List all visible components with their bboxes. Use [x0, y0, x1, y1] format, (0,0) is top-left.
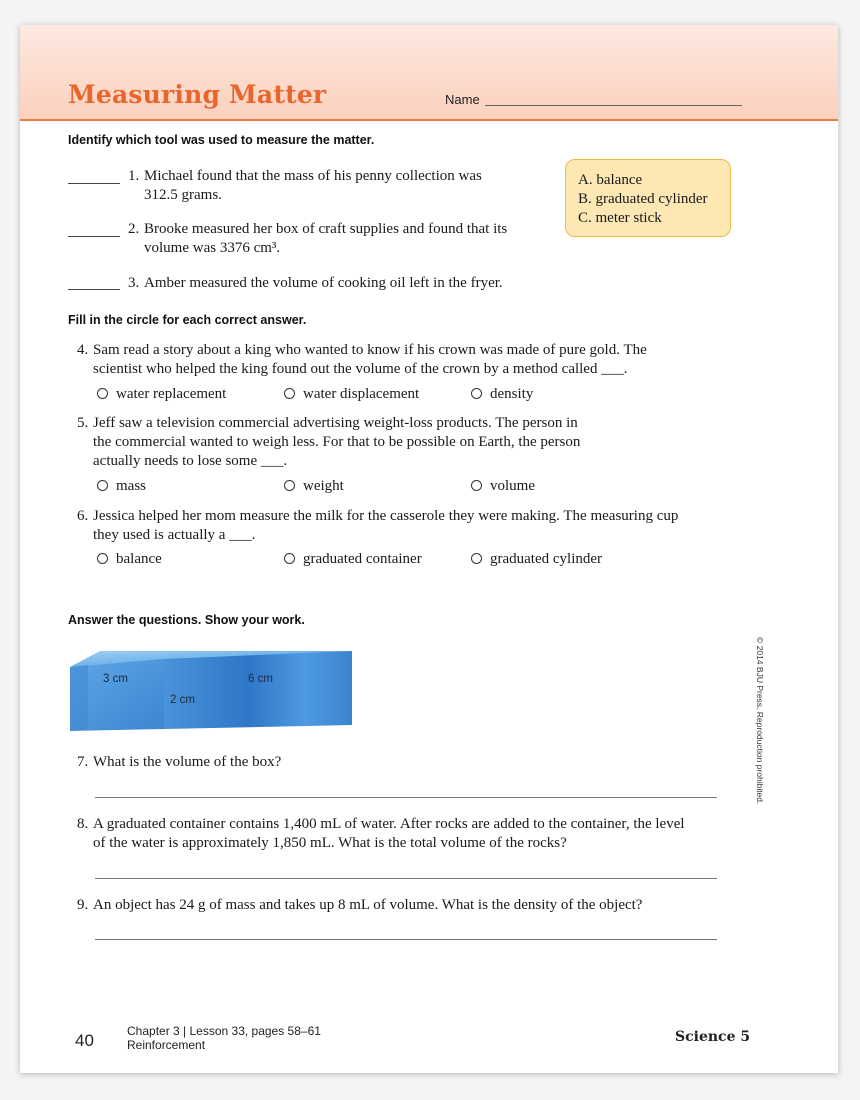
worksheet-page [20, 25, 838, 1073]
option-6a[interactable] [97, 550, 162, 568]
question-1 [128, 167, 482, 205]
question-text-line: scientist who helped the king found out the volume of the crown by a method called ___. [93, 361, 628, 377]
page-title: Measuring Matter [68, 80, 327, 109]
question-text-line: An object has 24 g of mass and takes up 8 mL of volume. What is the density of the object? [93, 897, 643, 913]
answer-line-8[interactable] [95, 878, 717, 879]
section1-instruction: Identify which tool was used to measure the matter. [68, 133, 375, 147]
box-height-label: 2 cm [170, 694, 195, 706]
radio-circle-icon[interactable] [471, 553, 482, 564]
radio-circle-icon[interactable] [97, 388, 108, 399]
header-band [20, 25, 838, 121]
section3-instruction: Answer the questions. Show your work. [68, 613, 305, 627]
question-number: 2. [128, 221, 140, 237]
option-label: density [490, 386, 534, 402]
rectangular-box-illustration [68, 649, 358, 733]
question-number: 4. [77, 342, 89, 358]
option-label: graduated cylinder [490, 551, 603, 567]
question-6 [77, 507, 678, 545]
radio-circle-icon[interactable] [97, 480, 108, 491]
copyright-notice: © 2014 BJU Press. Reproduction prohibited. [755, 637, 765, 805]
page-number: 40 [75, 1031, 94, 1050]
radio-circle-icon[interactable] [284, 553, 295, 564]
question-5 [77, 414, 580, 471]
question-number: 6. [77, 508, 89, 524]
choice-item: A. balance [578, 172, 643, 188]
question-number: 7. [77, 754, 89, 770]
question-number: 8. [77, 816, 89, 832]
footer-chapter [127, 1024, 321, 1052]
question-2 [128, 220, 507, 258]
question-text-line: What is the volume of the box? [93, 754, 282, 770]
option-label: weight [303, 478, 344, 494]
question-7 [77, 753, 281, 772]
question-text-line: Sam read a story about a king who wanted to know if his crown was made of pure gold. The [93, 342, 647, 358]
question-text-line: of the water is approximately 1,850 mL. What is the total volume of the rocks? [93, 835, 567, 851]
footer-type-line: Reinforcement [127, 1038, 206, 1052]
option-4b[interactable] [284, 385, 419, 403]
question-text-line: the commercial wanted to weigh less. For that to be possible on Earth, the person [93, 434, 581, 450]
choice-item: C. meter stick [578, 210, 662, 226]
choice-item: B. graduated cylinder [578, 191, 708, 207]
radio-circle-icon[interactable] [471, 480, 482, 491]
radio-circle-icon[interactable] [471, 388, 482, 399]
question-number: 1. [128, 168, 140, 184]
option-label: graduated container [303, 551, 422, 567]
option-5c[interactable] [471, 477, 535, 495]
section2-instruction: Fill in the circle for each correct answer. [68, 313, 307, 327]
choice-key-box [565, 159, 731, 237]
question-4 [77, 341, 647, 379]
option-label: mass [116, 478, 146, 494]
box-length-label: 6 cm [248, 673, 273, 685]
option-6b[interactable] [284, 550, 422, 568]
answer-blank-3[interactable] [68, 289, 120, 290]
option-label: water displacement [303, 386, 420, 402]
name-field-line[interactable] [485, 105, 742, 106]
name-label: Name [445, 92, 480, 107]
box-left-face [70, 665, 88, 731]
answer-blank-1[interactable] [68, 183, 120, 184]
radio-circle-icon[interactable] [284, 388, 295, 399]
option-4c[interactable] [471, 385, 533, 403]
question-text-line: Amber measured the volume of cooking oil left in the fryer. [144, 275, 503, 291]
question-text-line: Michael found that the mass of his penny collection was [144, 168, 482, 184]
answer-blank-2[interactable] [68, 236, 120, 237]
question-text-line: 312.5 grams. [144, 187, 222, 203]
question-number: 9. [77, 897, 89, 913]
option-label: balance [116, 551, 162, 567]
box-depth-label: 3 cm [103, 673, 128, 685]
question-text-line: Brooke measured her box of craft supplies and found that its [144, 221, 508, 237]
question-text-line: they used is actually a ___. [93, 527, 256, 543]
question-text-line: A graduated container contains 1,400 mL of water. After rocks are added to the container, the level [93, 816, 685, 832]
option-6c[interactable] [471, 550, 602, 568]
radio-circle-icon[interactable] [284, 480, 295, 491]
option-label: volume [490, 478, 535, 494]
question-3 [128, 274, 503, 293]
question-text-line: Jeff saw a television commercial advertising weight-loss products. The person in [93, 415, 578, 431]
footer-brand: Science 5 [675, 1029, 751, 1045]
question-number: 5. [77, 415, 89, 431]
question-text-line: volume was 3376 cm³. [144, 240, 281, 256]
option-5a[interactable] [97, 477, 146, 495]
answer-line-9[interactable] [95, 939, 717, 940]
radio-circle-icon[interactable] [97, 553, 108, 564]
answer-line-7[interactable] [95, 797, 717, 798]
footer-chapter-line: Chapter 3 | Lesson 33, pages 58–61 [127, 1024, 321, 1038]
box-front-face [164, 651, 352, 729]
question-8 [77, 815, 685, 853]
option-4a[interactable] [97, 385, 226, 403]
option-label: water replacement [116, 386, 227, 402]
question-number: 3. [128, 275, 140, 291]
question-text-line: actually needs to lose some ___. [93, 453, 288, 469]
option-5b[interactable] [284, 477, 344, 495]
question-text-line: Jessica helped her mom measure the milk for the casserole they were making. The measuring cup [93, 508, 679, 524]
question-9 [77, 896, 642, 915]
